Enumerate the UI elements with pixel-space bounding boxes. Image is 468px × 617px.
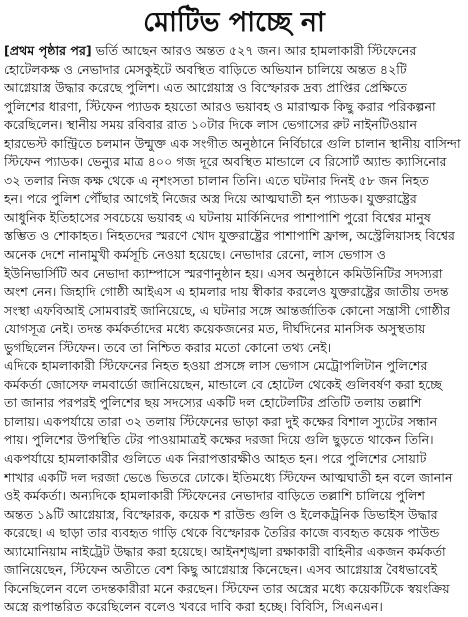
article-body (4, 42, 464, 617)
article-line-text: হারভেস্ট কান্ট্রিতে চলমান উন্মুক্ত এক সংগীত অনুষ্ঠানে নির্বিচারে গুলি চালান স্থানীয় বাসিন্দা (4, 135, 461, 151)
article-line (4, 246, 464, 265)
article-line (4, 469, 464, 488)
article-line-text: পায়। পুলিশের উপস্থিতি টের পাওয়ামাত্রই কক্ষের দরজা দিয়ে গুলি ছুড়তে থাকেন তিনি। (4, 432, 434, 448)
article-line-text: আগ্নেয়াস্ত্র উদ্ধার করেছে পুলিশ। এত আগ্নেয়াস্ত্র ও বিস্ফোরক দ্রব্য প্রাপ্তির প্রেক্ষিতে (4, 80, 408, 96)
article-line-text: ইউনিভার্সিটি অব নেভাদা ক্যাম্পাসে স্মরণানুষ্ঠান হয়। এসব অনুষ্ঠানে কমিউনিটির সদস্যরা (4, 265, 443, 281)
article-line (4, 524, 464, 543)
article-line (4, 116, 464, 135)
article-line-text: অনেক দেশে নানামুখী কর্মসূচি নেওয়া হয়েছে। নেভাদার রেনো, লাস ভেগাস ও (4, 247, 387, 263)
article-line-text: শাখার একটি দল দরজা ভেঙে ভিতরে ঢোকে। ইতিমধ্যে স্টিফেন আত্মঘাতী হন বলে জানান (4, 469, 453, 485)
article-line-text: ৩২ তলার নিজ কক্ষ থেকে এ নৃশংসতা চালান তিনি। এতে ঘটনার দিনই ৫৮ জন নিহত (4, 172, 429, 188)
article-line (4, 172, 464, 191)
article-line (4, 302, 464, 321)
article-line-text: হন। পরে পুলিশ পৌঁছার আগেই নিজের অস্ত্র দিয়ে আত্মঘাতী হন প্যাডক। যুক্তরাষ্ট্রের (4, 191, 417, 207)
article-line-text: যোগসূত্র নেই। তদন্ত কর্মকর্তাদের মধ্যে কয়েকজনের মত, দীর্ঘদিনের মানসিক অসুস্থতায় (4, 321, 426, 337)
article-line (4, 543, 464, 562)
article-line-text: করেছে। এ ছাড়া তার ব্যবহৃত গাড়ি থেকে বিস্ফোরক তৈরির কাজে ব্যবহৃত কয়েক পাউন্ড (4, 525, 440, 541)
article-line-text: করেছিলেন। স্থানীয় সময় রবিবার রাত ১০টার দিকে লাস ভেগাসের রুট নাইনটিওয়ান (4, 117, 417, 133)
article-line-text: অংশ নেন। জিহাদি গোষ্ঠী আইএস এ হামলার দায় স্বীকার করলেও যুক্তরাষ্ট্রের জাতীয় তদন্ত (4, 284, 449, 300)
article-line-text: এদিকে হামলাকারী স্টিফেনের নিহত হওয়া প্রসঙ্গে লাস ভেগাস মেট্রোপলিটান পুলিশের (4, 358, 428, 374)
article-line-text: স্তম্ভিত ও শোকাহত। নিহতদের স্মরণে খোদ যুক্তরাষ্ট্রের পাশাপাশি ফ্রান্স, অস্ট্রেলিয়াসহ বিশ্বের (4, 228, 455, 244)
article-line (4, 376, 464, 395)
article-line-text: কিনেছিলেন বলে তদন্তকারীরা মনে করছেন। স্টিফেন তার অস্ত্রের মধ্যে কয়েকটিকে স্বয়ংক্রিয় (4, 580, 450, 596)
article-line (4, 153, 464, 172)
article-line-text: অস্ত্রে রূপান্তরিত করেছিলেন বলেও খবরে দাবি করা হচ্ছে। বিবিসি, সিএনএন। (4, 599, 383, 615)
article-line (4, 561, 464, 580)
article-line-text: পুলিশের ধারণা, স্টিফেন প্যাডক হয়তো আরও ভয়াবহ ও মারাত্মক কিছু করার পরিকল্পনা (4, 98, 436, 114)
article-line-text: হোটেলকক্ষ ও নেভাদার মেসকুইটে অবস্থিত বাড়িতে অভিযান চালিয়ে অন্তত ৪২টি (4, 61, 407, 77)
article-line (4, 79, 464, 98)
article-line (4, 598, 464, 617)
article-line-text: ওই কর্মকর্তা। অন্যদিকে হামলাকারী স্টিফেনের নেভাদার বাড়িতে তল্লাশি চালিয়ে পুলিশ (4, 488, 425, 504)
article-line (4, 413, 464, 432)
article-line-text: চালায়। একপর্যায়ে তারা ৩২ তলায় স্টিফেনের ভাড়া করা দুই কক্ষের বিশাল স্যুটের সন্ধান (4, 413, 438, 429)
article-line (4, 98, 464, 117)
article-line (4, 487, 464, 506)
article-line-text: ভর্তি আছেন আরও অন্তত ৫২৭ জন। আর হামলাকারী স্টিফেনের (91, 43, 417, 58)
article-line-text: আধুনিক ইতিহাসের সবচেয়ে ভয়াবহ এ ঘটনায় মার্কিনিদের পাশাপাশি পুরো বিশ্বের মানুষ (4, 209, 431, 225)
article-line (4, 357, 464, 376)
article-line (4, 227, 464, 246)
article-line (4, 580, 464, 599)
article-line (4, 394, 464, 413)
section-label: [প্রথম পৃষ্ঠার পর] (4, 43, 92, 58)
article-line (4, 506, 464, 525)
article-line-text: জানিয়েছেন, স্টিফেন অতীতে বেশ কিছু আগ্নেয়াস্ত্র কিনেছেন। এসব আগ্নেয়াস্ত্র বৈধভাবেই (4, 562, 438, 578)
article-line (4, 283, 464, 302)
article-line (4, 135, 464, 154)
article-line (4, 339, 464, 358)
article-line (4, 265, 464, 284)
article-line (4, 320, 464, 339)
article-headline: মোটিভ পাচ্ছে না (143, 7, 325, 38)
article-line-text: অন্তত ১৯টি আগ্নেয়াস্ত্র, বিস্ফোরক, কয়েক শ রাউন্ড গুলি ও ইলেকট্রনিক ডিভাইস উদ্ধার (4, 506, 438, 522)
article-line-text: ভুগছিলেন স্টিফেন। তবে তা নিশ্চিত করার মতো কোনো তথ্য নেই। (4, 339, 332, 355)
article-line-text: স্টিফেন প্যাডক। ভেন্যুর মাত্র ৪০০ গজ দূরে অবস্থিত মান্ডালে বে রিসোর্ট অ্যান্ড ক্যাসিনোর (4, 154, 447, 170)
article-line (4, 42, 464, 61)
article-line (4, 431, 464, 450)
article-line (4, 61, 464, 80)
article-line (4, 450, 464, 469)
article-line-text: একপর্যায়ে হামলাকারীর গুলিতে এক নিরাপত্তারক্ষীও আহত হন। পরে পুলিশের সোয়াট (4, 451, 427, 467)
article-line-text: কর্মকর্তা জোসেফ লমবার্ডো জানিয়েছেন, মান্ডালে বে হোটেল থেকেই গুলিবর্ষণ করা হচ্ছে (4, 376, 443, 392)
article-line-text: অ্যামোনিয়াম নাইট্রেট উদ্ধার করা হয়েছে। আইনশৃঙ্খলা রক্ষাকারী বাহিনীর একজন কর্মকর্তা (4, 543, 446, 559)
article-line (4, 190, 464, 209)
article-line (4, 209, 464, 228)
article-line-text: সংস্থা এফবিআই সোমবারই জানিয়েছে, এ ঘটনার সঙ্গে আন্তর্জাতিক কোনো সন্ত্রাসী গোষ্ঠীর (4, 302, 451, 318)
article-line-text: তা জানার পরপরই পুলিশের ছয় সদস্যের একটি দল হোটেলটির প্রতিটি তলায় তল্লাশি (4, 395, 422, 411)
